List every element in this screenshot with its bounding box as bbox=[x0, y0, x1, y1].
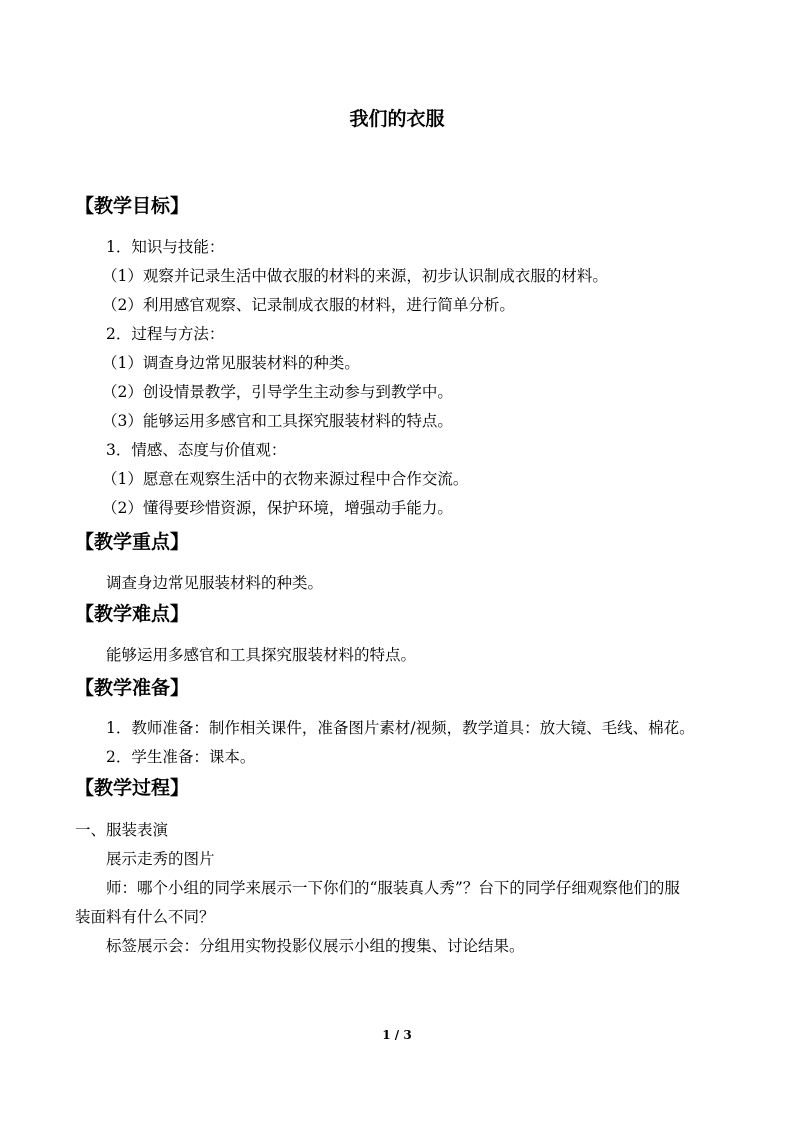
key-points-line: 调查身边常见服装材料的种类。 bbox=[106, 574, 324, 592]
goals-line: （2）利用感官观察、记录制成衣服的材料，进行简单分析。 bbox=[102, 296, 515, 314]
section-heading-key-points: 【教学重点】 bbox=[75, 531, 190, 553]
page-number: 1 / 3 bbox=[382, 1028, 412, 1042]
goals-line: （2）创设情景教学，引导学生主动参与到教学中。 bbox=[102, 383, 453, 401]
section-heading-preparation: 【教学准备】 bbox=[75, 677, 190, 699]
process-line: 展示走秀的图片 bbox=[106, 850, 215, 868]
goals-line: （1）愿意在观察生活中的衣物来源过程中合作交流。 bbox=[102, 470, 469, 488]
section-heading-process: 【教学过程】 bbox=[75, 777, 190, 799]
goals-line: 3．情感、态度与价值观： bbox=[106, 441, 287, 459]
difficulties-line: 能够运用多感官和工具探究服装材料的特点。 bbox=[106, 646, 417, 664]
section-heading-difficulties: 【教学难点】 bbox=[75, 603, 190, 625]
goals-line: 1．知识与技能： bbox=[106, 238, 225, 256]
process-line: 师：哪个小组的同学来展示一下你们的“服装真人秀”？台下的同学仔细观察他们的服 bbox=[106, 879, 680, 897]
goals-line: （3）能够运用多感官和工具探究服装材料的特点。 bbox=[102, 412, 453, 430]
section-heading-goals: 【教学目标】 bbox=[75, 195, 190, 217]
preparation-line: 1．教师准备：制作相关课件，准备图片素材/视频，教学道具：放大镜、毛线、棉花。 bbox=[106, 719, 695, 737]
goals-line: （1）观察并记录生活中做衣服的材料的来源，初步认识制成衣服的材料。 bbox=[102, 267, 608, 285]
preparation-line: 2．学生准备：课本。 bbox=[106, 748, 256, 766]
page-title: 我们的衣服 bbox=[349, 108, 445, 130]
process-line: 标签展示会：分组用实物投影仪展示小组的搜集、讨论结果。 bbox=[106, 937, 525, 955]
process-line: 一、服装表演 bbox=[75, 821, 169, 839]
goals-line: （2）懂得要珍惜资源，保护环境，增强动手能力。 bbox=[102, 499, 453, 517]
goals-line: 2．过程与方法： bbox=[106, 325, 225, 343]
goals-line: （1）调查身边常见服装材料的种类。 bbox=[102, 354, 360, 372]
process-line: 装面料有什么不同？ bbox=[75, 908, 215, 926]
